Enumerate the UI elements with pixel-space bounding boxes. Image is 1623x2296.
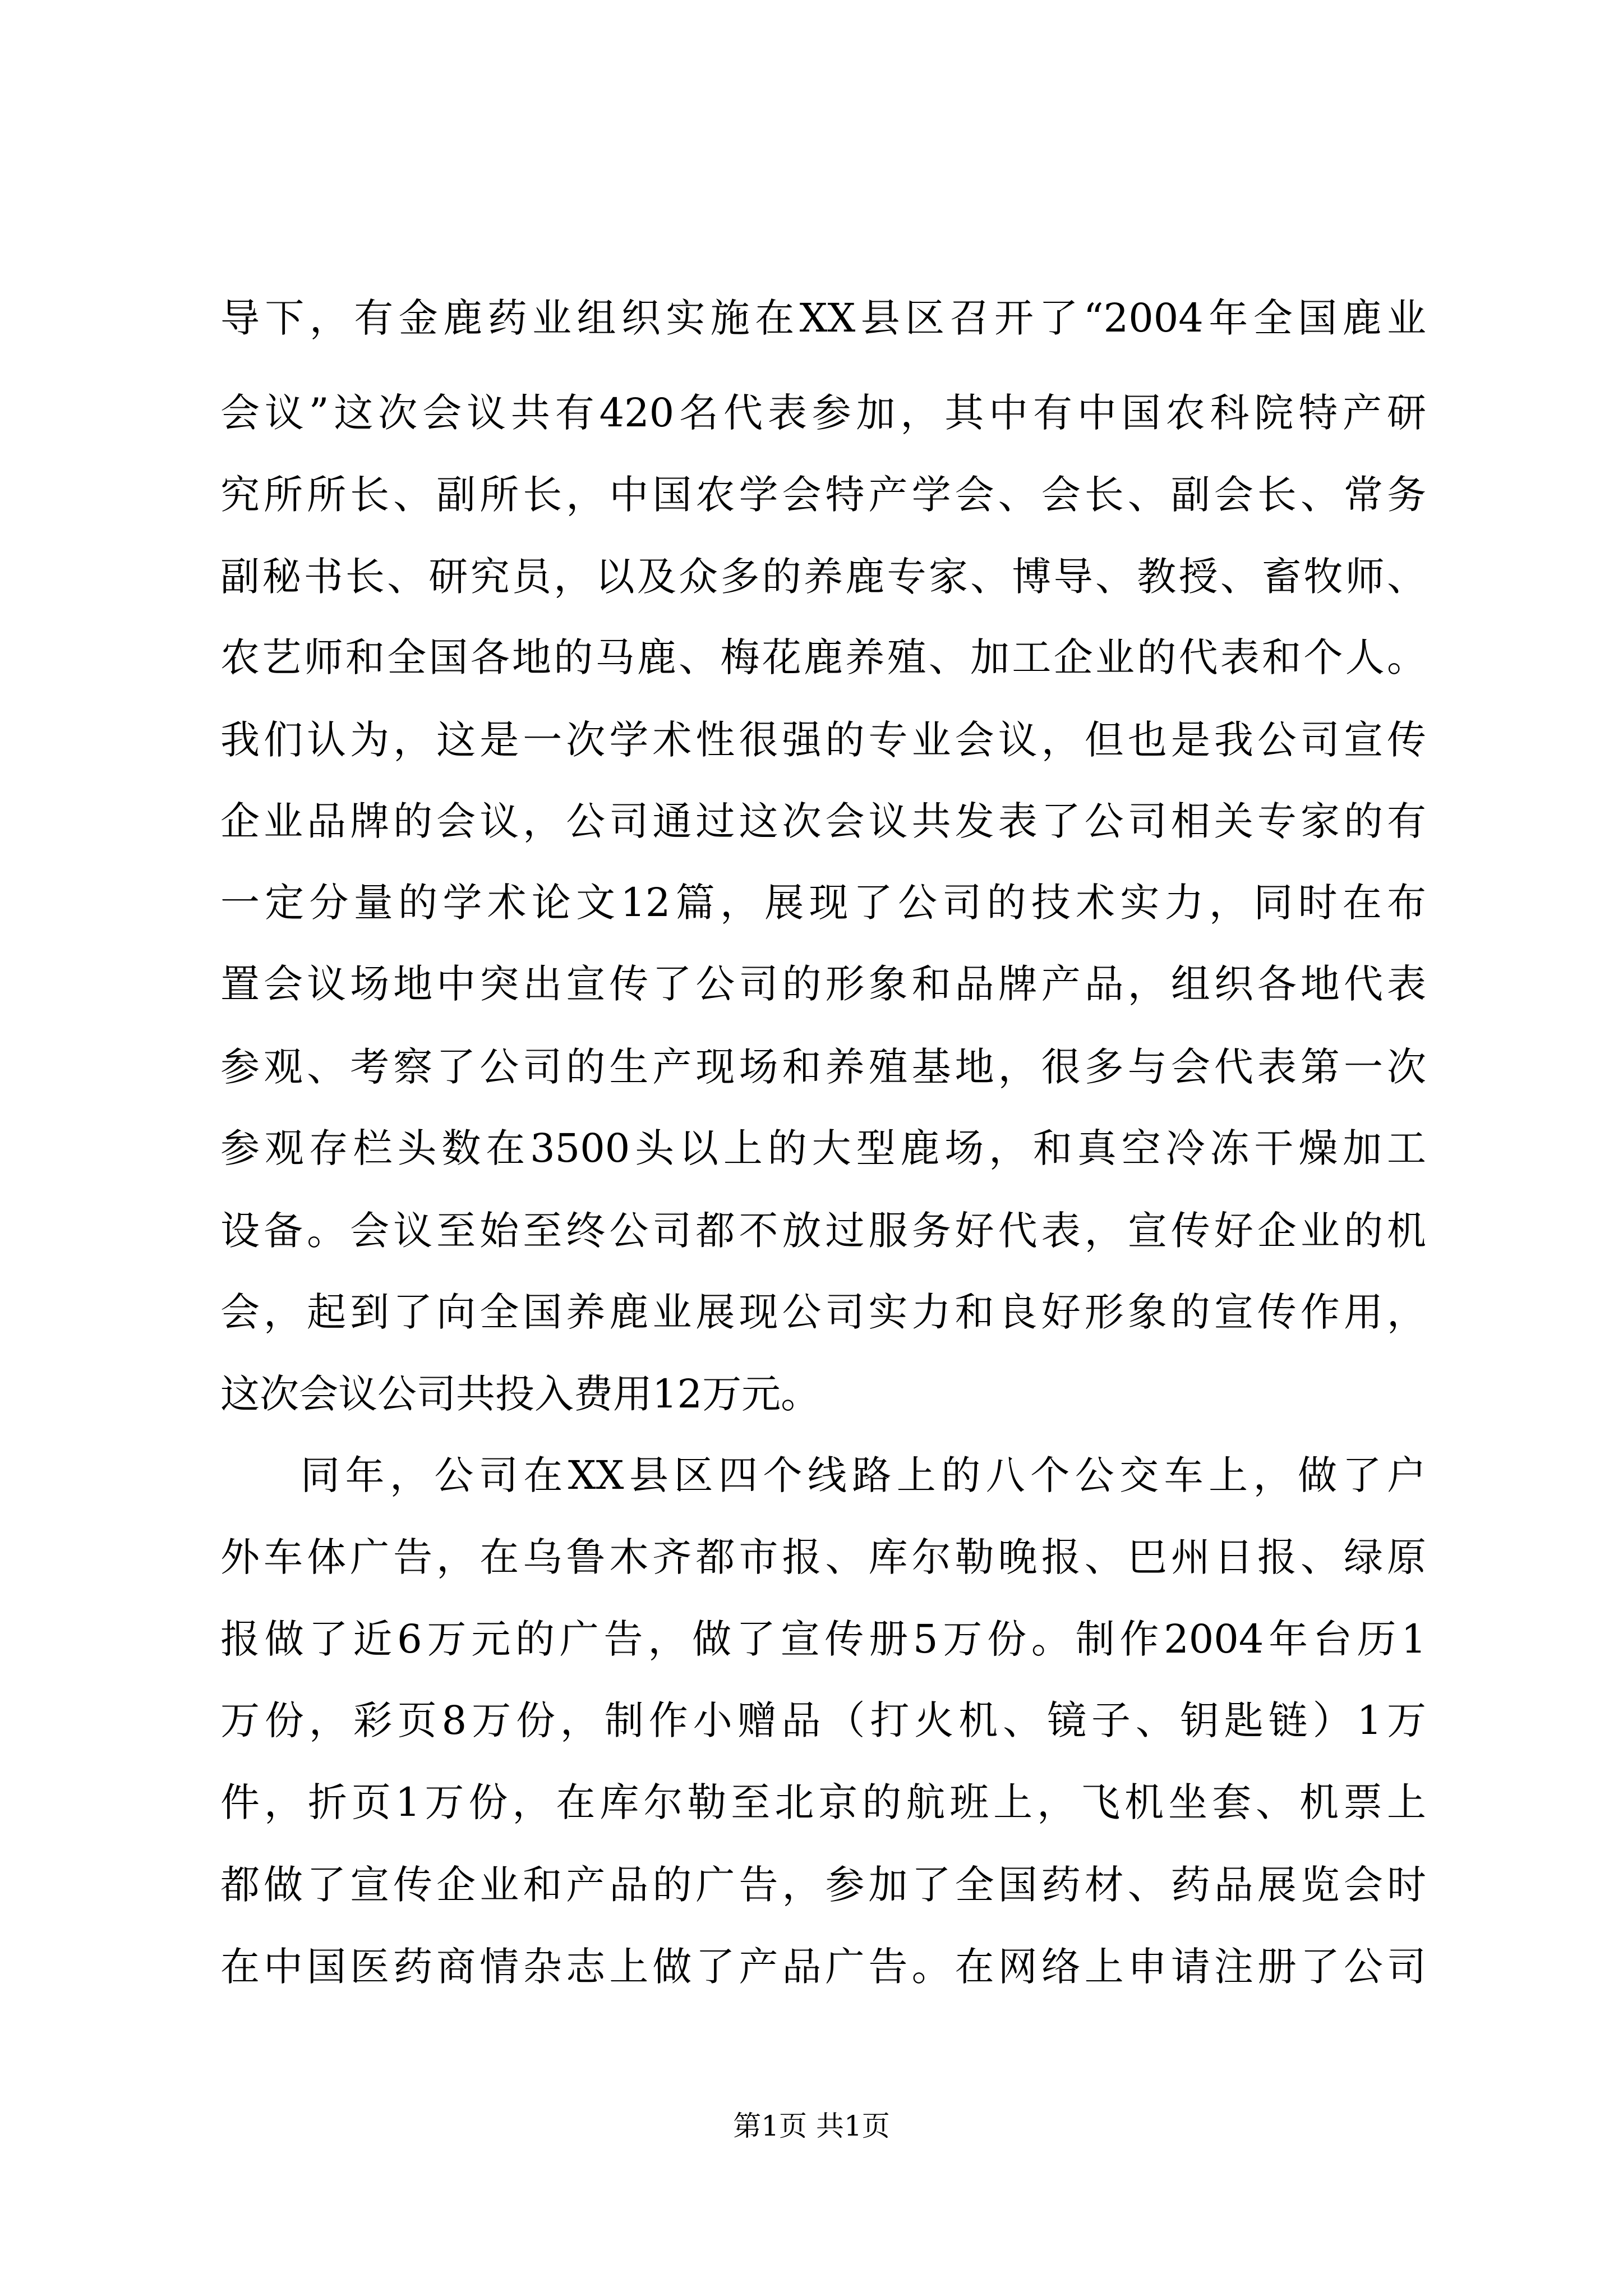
text-line: 设备。会议至始至终公司都不放过服务好代表，宣传好企业的机	[220, 1208, 1426, 1254]
text-line: 农艺师和全国各地的马鹿、梅花鹿养殖、加工企业的代表和个人。	[220, 634, 1426, 680]
text-line: 外车体广告，在乌鲁木齐都市报、库尔勒晚报、巴州日报、绿原	[220, 1534, 1426, 1580]
text-line: 究所所长、副所长，中国农学会特产学会、会长、副会长、常务	[220, 472, 1426, 518]
text-line: 报做了近6万元的广告，做了宣传册5万份。制作2004年台历1	[220, 1616, 1426, 1662]
text-line: 都做了宣传企业和产品的广告，参加了全国药材、药品展览会时	[220, 1862, 1426, 1908]
text-line: 副秘书长、研究员，以及众多的养鹿专家、博导、教授、畜牧师、	[220, 554, 1426, 600]
text-line: 在中国医药商情杂志上做了产品广告。在网络上申请注册了公司	[220, 1944, 1426, 1990]
text-line: 会议”这次会议共有420名代表参加，其中有中国农科院特产研	[220, 390, 1426, 436]
text-line: 会，起到了向全国养鹿业展现公司实力和良好形象的宣传作用，	[220, 1289, 1426, 1335]
text-line: 同年，公司在XX县区四个线路上的八个公交车上，做了户	[301, 1452, 1426, 1498]
text-line: 导下，有金鹿药业组织实施在XX县区召开了“2004年全国鹿业	[220, 295, 1426, 341]
text-line: 置会议场地中突出宣传了公司的形象和品牌产品，组织各地代表	[220, 961, 1426, 1007]
text-line: 参观存栏头数在3500头以上的大型鹿场，和真空冷冻干燥加工	[220, 1125, 1426, 1171]
text-line: 企业品牌的会议，公司通过这次会议共发表了公司相关专家的有	[220, 798, 1426, 844]
text-line: 件，折页1万份，在库尔勒至北京的航班上，飞机坐套、机票上	[220, 1779, 1426, 1825]
text-line: 参观、考察了公司的生产现场和养殖基地，很多与会代表第一次	[220, 1044, 1426, 1090]
page-footer: 第1页 共1页	[733, 2110, 890, 2142]
text-line: 万份，彩页8万份，制作小赠品（打火机、镜子、钥匙链）1万	[220, 1697, 1426, 1743]
text-line: 这次会议公司共投入费用12万元。	[220, 1371, 820, 1417]
text-line: 我们认为，这是一次学术性很强的专业会议，但也是我公司宣传	[220, 717, 1426, 763]
text-line: 一定分量的学术论文12篇，展现了公司的技术实力，同时在布	[220, 880, 1426, 926]
